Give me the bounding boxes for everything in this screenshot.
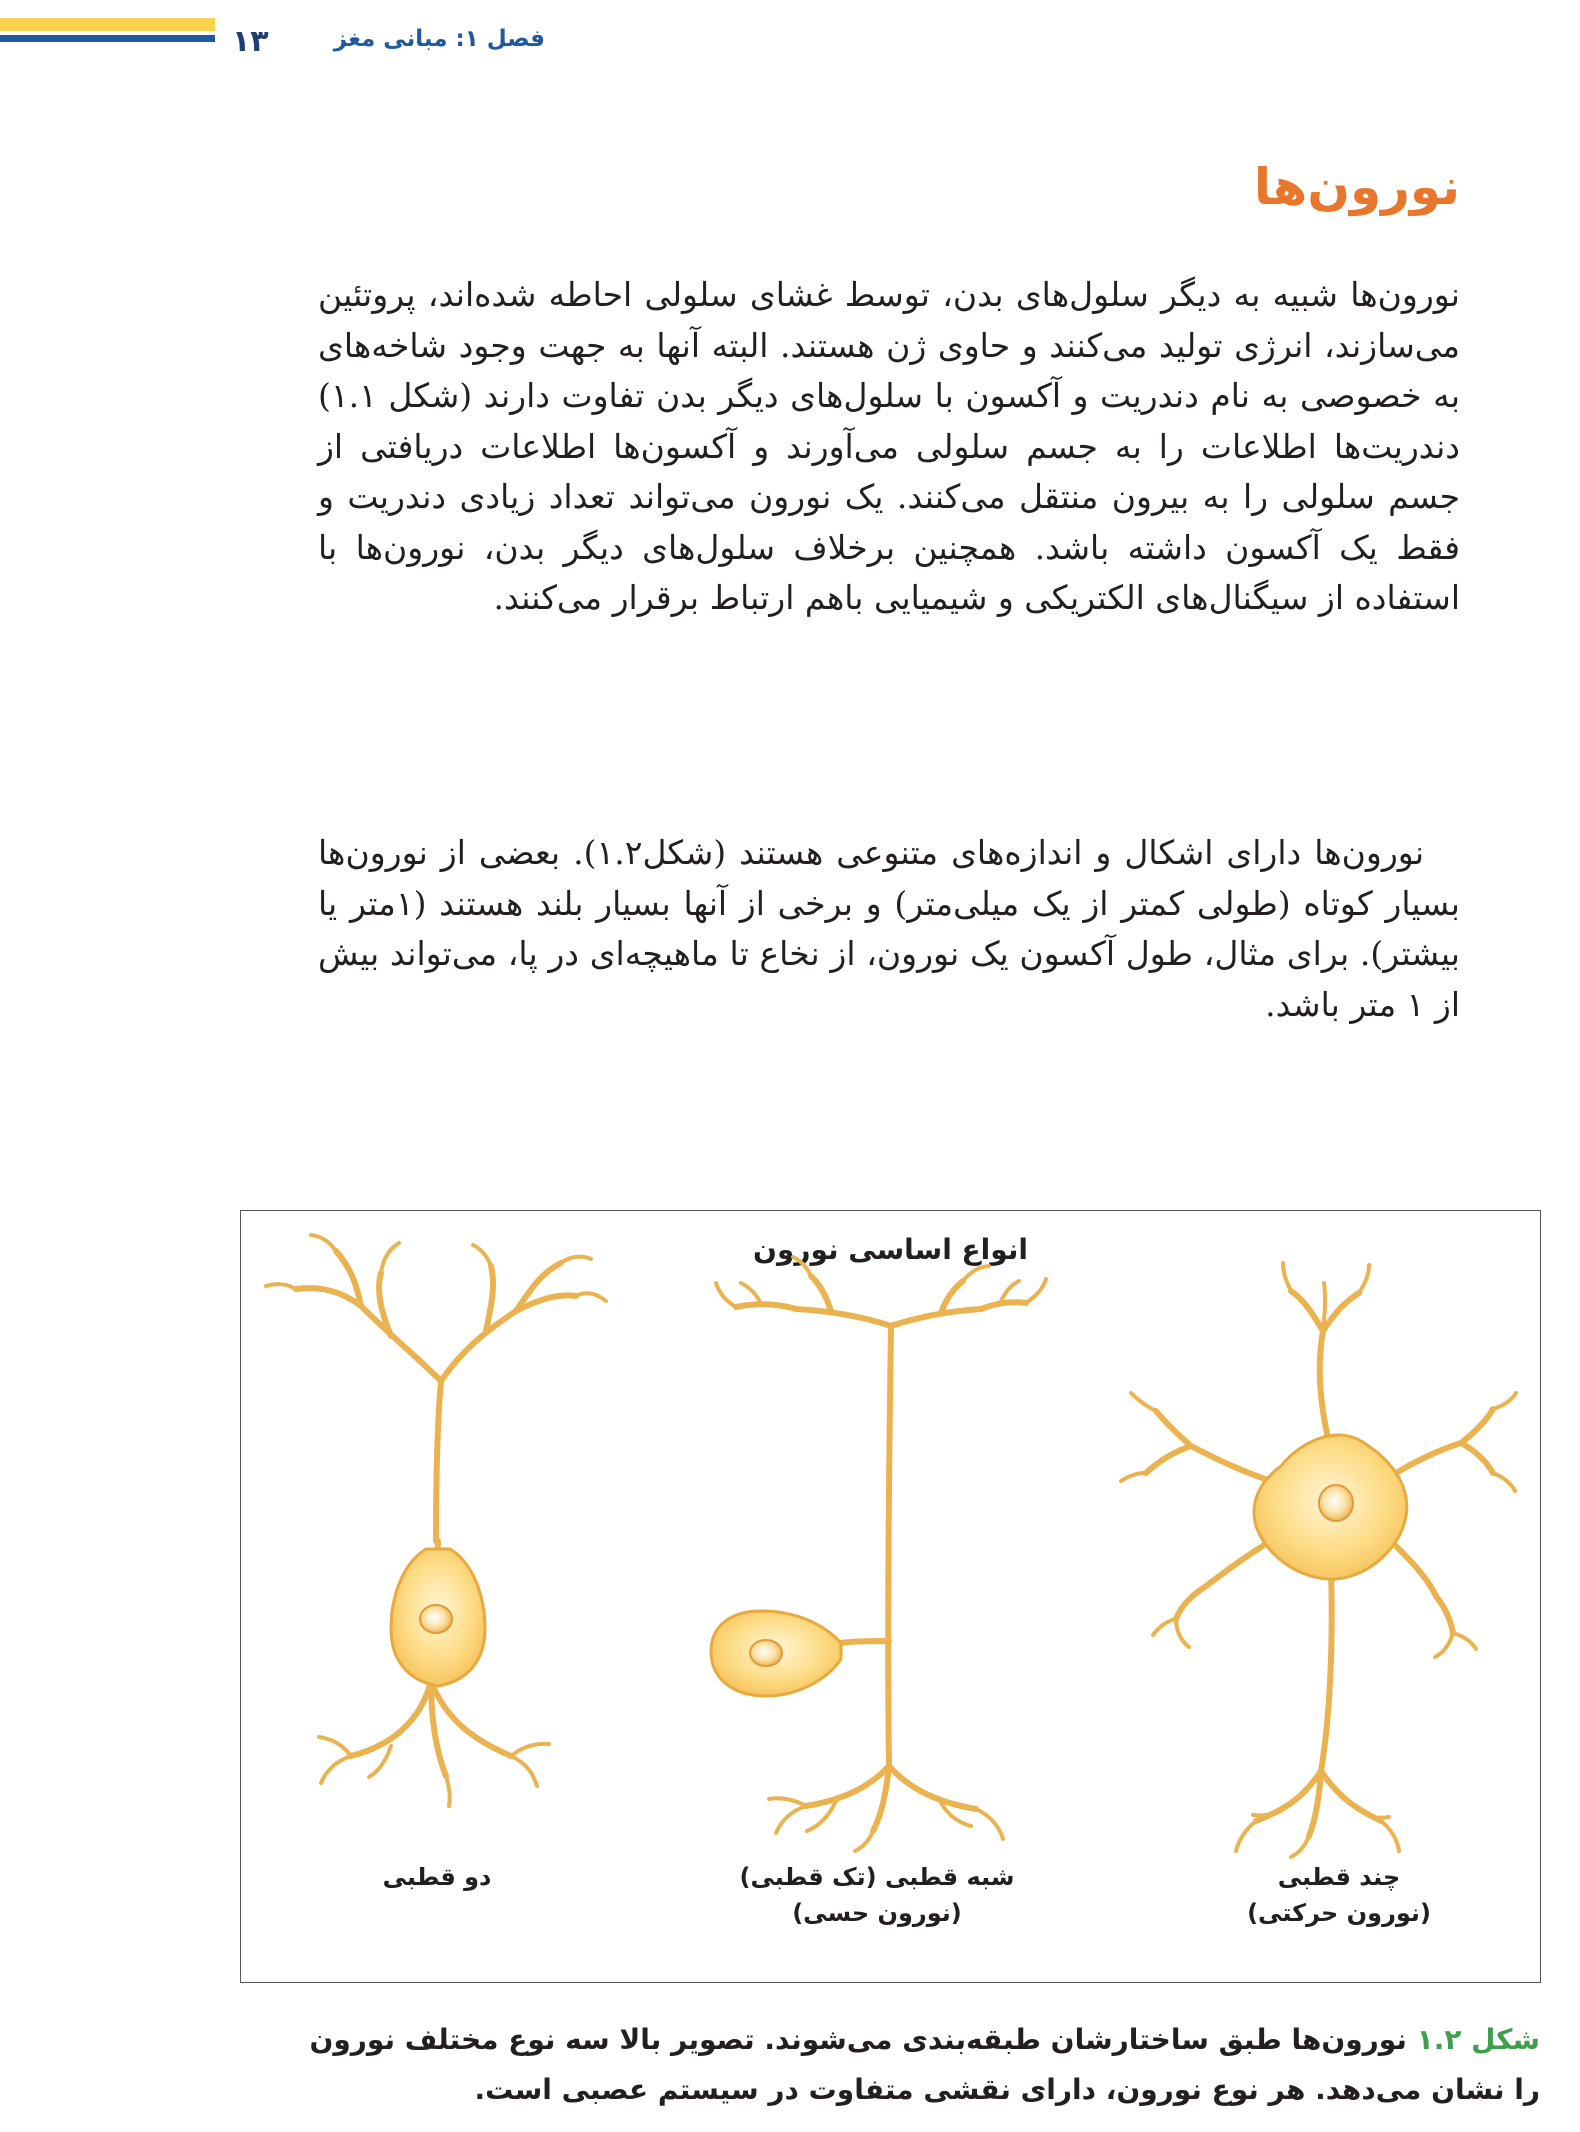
caption-text: نورون‌ها طبق ساختارشان طبقه‌بندی می‌شوند. تصویر بالا سه نوع مختلف نورون را نشان می‌دهد. هر نوع نورون، دارای نقشی متفاوت در سیستم عصبی است.: [309, 2023, 1540, 2106]
bipolar-label: [277, 1859, 597, 1895]
page-number: ۱۳: [232, 24, 269, 59]
pseudounipolar-name: شبه قطبی (تک قطبی): [739, 1863, 1015, 1891]
multipolar-label: [1179, 1859, 1499, 1931]
body-paragraph-2: نورون‌ها دارای اشکال و اندازه‌های متنوعی هستند (شکل۱.۲). بعضی از نورون‌ها بسیار کوتاه (طولی کمتر از یک میلی‌متر) و برخی از آنها بسیار بلند هستند (۱متر یا بیشتر). برای مثال، طول آکسون یک نورون، از نخاع تا ماهیچه‌ای در پا، می‌تواند بیش از ۱ متر باشد.: [318, 833, 1460, 1024]
pseudounipolar-label: [717, 1859, 1037, 1931]
multipolar-subtitle: (نورون حرکتی): [1247, 1899, 1431, 1927]
multipolar-neuron: [1121, 1263, 1516, 1857]
pseudounipolar-neuron: [711, 1257, 1046, 1851]
pseudounipolar-subtitle: (نورون حسی): [792, 1899, 962, 1927]
figure-caption: [300, 2015, 1540, 2115]
figure-title: انواع اساسی نورون: [753, 1233, 1028, 1266]
header-bars: [0, 18, 215, 42]
body-paragraph-1: نورون‌ها شبیه به دیگر سلول‌های بدن، توسط غشای سلولی احاطه شده‌اند، پروتئین می‌سازند، انرژی تولید می‌کنند و حاوی ژن هستند. البته آنها به جهت وجود شاخه‌های به خصوصی به نام دندریت و آکسون با سلول‌های دیگر بدن تفاوت دارند (شکل ۱.۱) دندریت‌ها اطلاعات را به جسم سلولی می‌آورند و آکسون‌ها اطلاعات دریافتی از جسم سلولی را به بیرون منتقل می‌کنند. یک نورون می‌تواند تعداد زیادی دندریت و فقط یک آکسون داشته باشد. همچنین برخلاف سلول‌های دیگر بدن، نورون‌ها با استفاده از سیگنال‌های الکتریکی و شیمیایی باهم ارتباط برقرار می‌کنند.: [318, 275, 1460, 617]
chapter-title: فصل ۱: مبانی مغز: [333, 26, 545, 52]
caption-label: شکل ۱.۲: [1416, 2023, 1540, 2056]
section-heading: نورون‌ها: [1253, 158, 1460, 216]
header-bar-yellow: [0, 18, 215, 31]
header-bar-blue: [0, 35, 215, 42]
bipolar-neuron: [266, 1235, 606, 1806]
neuron-types-figure: [240, 1210, 1541, 1983]
bipolar-name: دو قطبی: [382, 1863, 492, 1891]
multipolar-name: چند قطبی: [1277, 1863, 1401, 1891]
